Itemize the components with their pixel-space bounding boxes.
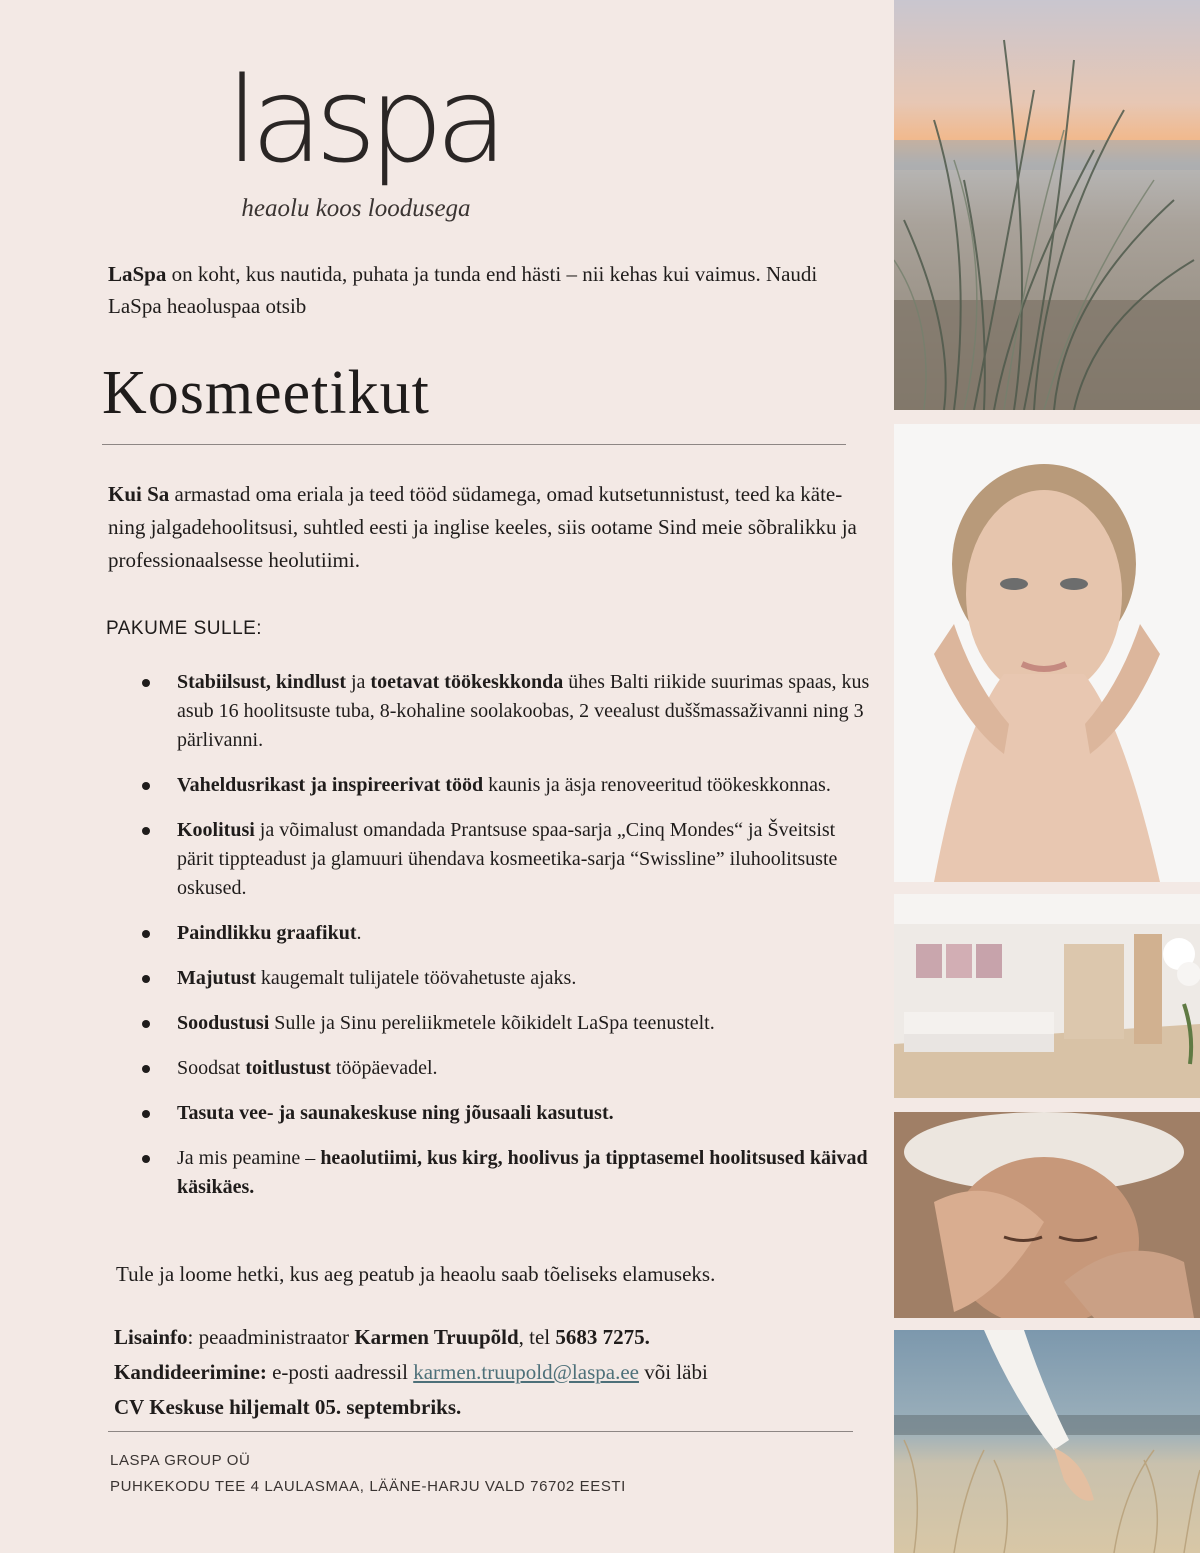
intro-lead: LaSpa	[108, 262, 167, 286]
apply-label: Kandideerimine:	[114, 1360, 267, 1384]
closing-statement: Tule ja loome hetki, kus aeg peatub ja heaolu saab tõeliseks elamuseks.	[116, 1262, 716, 1286]
deadline-line	[114, 1390, 874, 1425]
info-label: Lisainfo	[114, 1325, 188, 1349]
bullet-icon	[142, 975, 150, 983]
offer-emphasis: heaolutiimi, kus kirg, hoolivus ja tipptasemel hoolitsused käivad käsikäes.	[177, 1147, 868, 1198]
offer-text: .	[356, 922, 362, 944]
offer-item	[140, 1009, 870, 1038]
offer-item	[140, 964, 870, 993]
apply-line	[114, 1355, 874, 1390]
body-lead: Kui Sa	[108, 482, 170, 506]
brand-tagline: heaolu koos loodusega	[241, 195, 471, 222]
offer-item	[140, 1144, 870, 1202]
offer-text: ja võimalust omandada Prantsuse spaa-sarja „Cinq Mondes“ ja Šveitsist pärit tippteadust ja glamuuri ühendava kosmeetika-sarja “Swissline” iluhoolitsuste oskused.	[177, 819, 838, 899]
offer-emphasis: Koolitusi	[177, 819, 255, 841]
requirements-paragraph	[108, 478, 868, 577]
job-title: Kosmeetikut	[102, 359, 430, 427]
bullet-icon	[142, 827, 150, 835]
hand-in-grass-photo	[894, 1330, 1200, 1553]
offer-emphasis: Tasuta vee- ja saunakeskuse ning jõusaali kasutust.	[177, 1102, 614, 1124]
offer-text: kaugemalt tulijatele töövahetuste ajaks.	[255, 967, 577, 989]
deadline: CV Keskuse hiljemalt 05. septembriks.	[114, 1395, 462, 1419]
offer-text: tööpäevadel.	[330, 1057, 438, 1079]
body-text: armastad oma eriala ja teed tööd südamega, omad kutsetunnistust, teed ka käte- ning jalgadehoolitsusi, suhtled eesti ja inglise keeles, siis ootame Sind meie sõbralikku ja professionaalsesse heolutiimi.	[108, 482, 857, 572]
company-name: LASPA GROUP OÜ	[110, 1452, 251, 1469]
intro-text: on koht, kus nautida, puhata ja tunda end hästi – nii kehas kui vaimus. Naudi LaSpa heaoluspaa otsib	[108, 262, 818, 318]
title-divider	[102, 444, 846, 445]
offer-emphasis: Stabiilsust, kindlust	[177, 671, 346, 693]
company-address: PUHKEKODU TEE 4 LAULASMAA, LÄÄNE-HARJU VALD 76702 EESTI	[110, 1478, 626, 1495]
offer-text: Soodsat	[177, 1057, 246, 1079]
contact-phone: 5683 7275.	[555, 1325, 650, 1349]
laspa-logo: laspa	[226, 51, 500, 189]
apply-text: e-posti aadressil	[266, 1360, 414, 1384]
offer-text: Sulle ja Sinu pereliikmetele kõikidelt LaSpa teenustelt.	[269, 1012, 715, 1034]
offer-item	[140, 816, 870, 903]
face-massage-photo	[894, 1112, 1200, 1318]
footer-divider	[108, 1431, 853, 1432]
bullet-icon	[142, 1110, 150, 1118]
offer-emphasis: toitlustust	[245, 1057, 331, 1079]
apply-text-2: või läbi	[638, 1360, 708, 1384]
tel-label: , tel	[518, 1325, 556, 1349]
contact-block	[114, 1320, 874, 1425]
offer-text: Ja mis peamine –	[177, 1147, 321, 1169]
email-link[interactable]: karmen.truupold@laspa.ee	[413, 1360, 639, 1384]
photo-column	[882, 0, 1200, 1553]
contact-person: Karmen Truupõld	[354, 1325, 519, 1349]
offer-item	[140, 668, 870, 755]
offer-emphasis: Majutust	[177, 967, 256, 989]
offer-text: ühes Balti riikide suurimas spaas, kus asub 16 hoolitsuste tuba, 8-kohaline soolakoobas, 2 veealust duššmassaživanni ning 3 pärlivanni.	[177, 671, 870, 751]
beach-grass-photo	[894, 0, 1200, 410]
offer-emphasis: toetavat töökeskkonda	[370, 671, 564, 693]
bullet-icon	[142, 782, 150, 790]
bullet-icon	[142, 1065, 150, 1073]
offers-list	[140, 668, 870, 1218]
offer-item	[140, 1099, 870, 1128]
bullet-icon	[142, 1020, 150, 1028]
spa-lounge-photo	[894, 894, 1200, 1098]
offer-item	[140, 1054, 870, 1083]
info-text: : peaadministraator	[187, 1325, 355, 1349]
bullet-icon	[142, 1155, 150, 1163]
offer-item	[140, 919, 870, 948]
offer-emphasis: Vaheldusrikast ja inspireerivat tööd	[177, 774, 484, 796]
bullet-icon	[142, 679, 150, 687]
intro-paragraph	[108, 258, 838, 322]
offers-heading: PAKUME SULLE:	[106, 618, 263, 639]
offer-emphasis: Paindlikku graafikut	[177, 922, 357, 944]
offer-text: ja	[345, 671, 371, 693]
footer	[110, 1448, 870, 1500]
contact-info-line	[114, 1320, 874, 1355]
woman-portrait-photo	[894, 424, 1200, 882]
bullet-icon	[142, 930, 150, 938]
offer-item	[140, 771, 870, 800]
offer-text: kaunis ja äsja renoveeritud töökeskkonnas.	[483, 774, 831, 796]
offer-emphasis: Soodustusi	[177, 1012, 270, 1034]
